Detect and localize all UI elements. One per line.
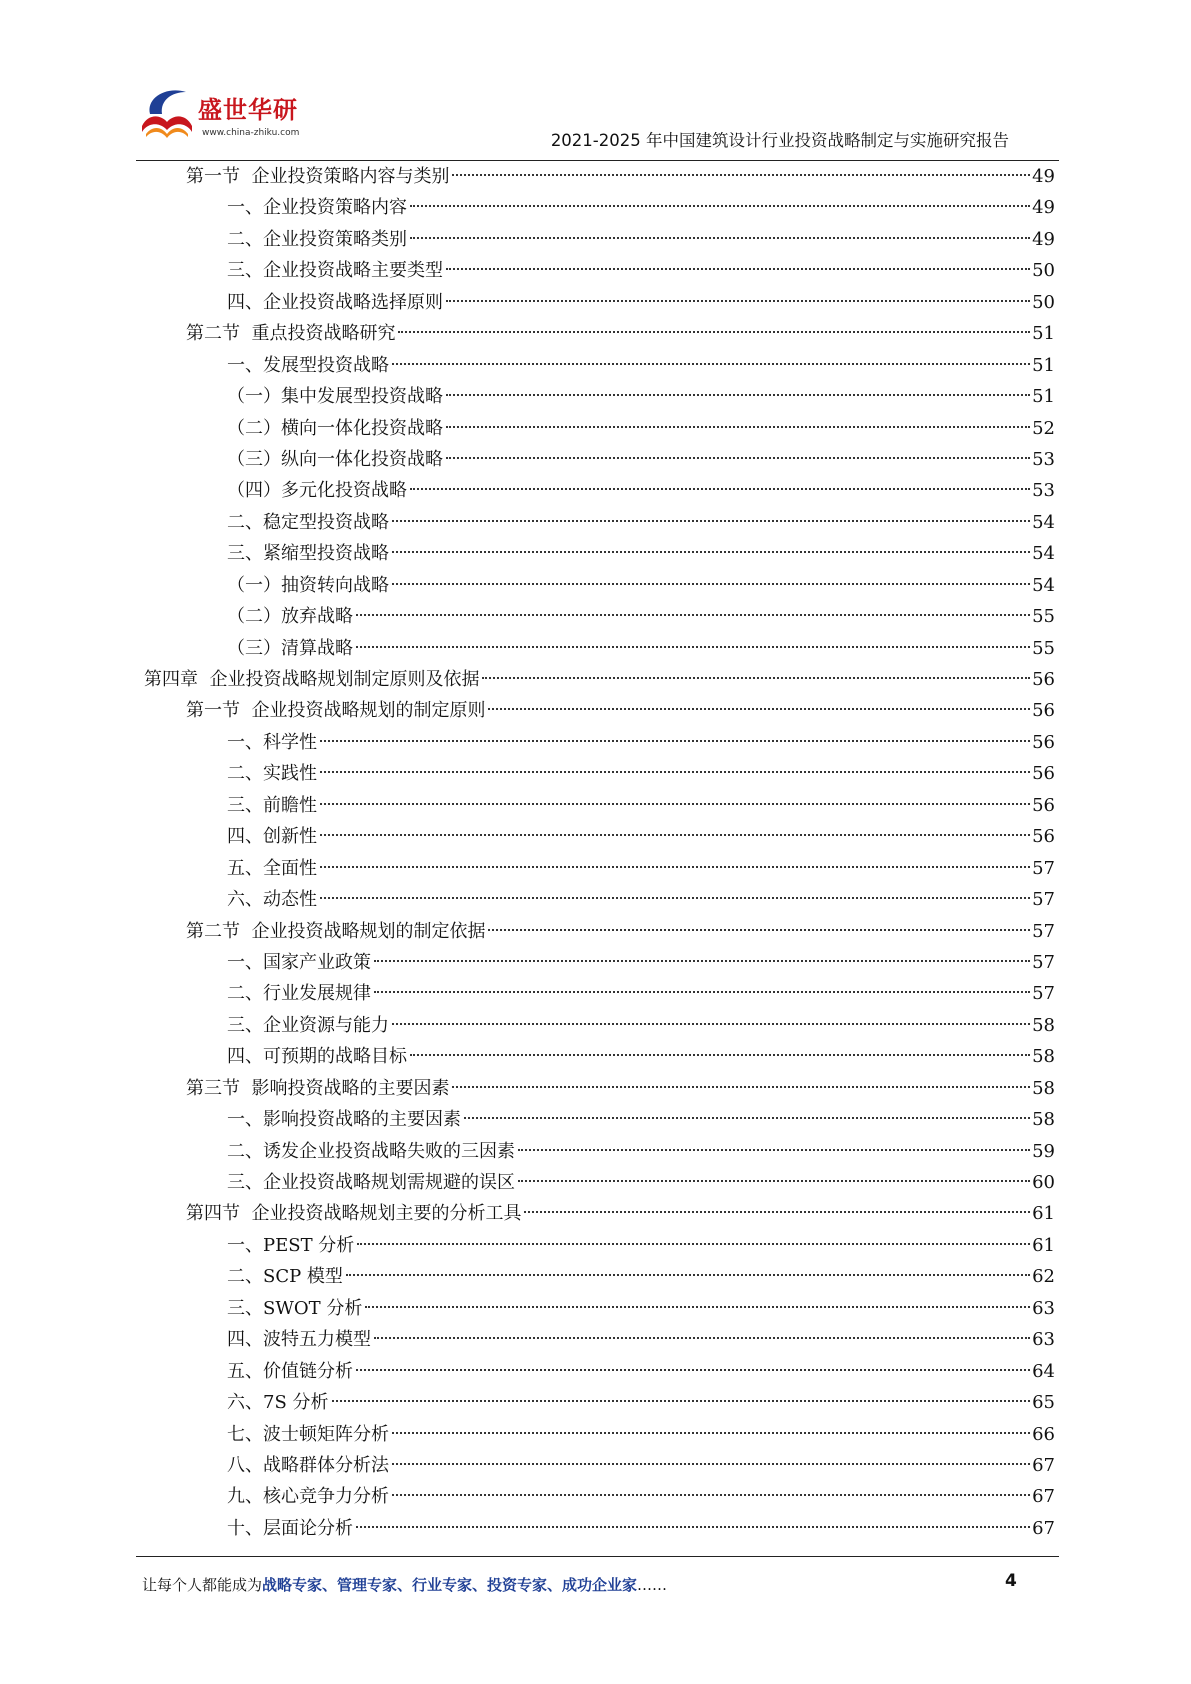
dot-leader bbox=[488, 708, 1030, 710]
toc-entry-page: 64 bbox=[1032, 1360, 1055, 1382]
toc-entry-label: （四）多元化投资战略 bbox=[227, 480, 407, 502]
dot-leader bbox=[392, 520, 1030, 522]
dot-leader bbox=[392, 1023, 1030, 1025]
toc-entry-label: 第一节 企业投资策略内容与类别 bbox=[186, 166, 450, 187]
toc-entry-label: 五、全面性 bbox=[227, 857, 317, 879]
dot-leader bbox=[320, 866, 1030, 868]
toc-entry-page: 56 bbox=[1032, 700, 1055, 722]
toc-entry-label: 第三节 影响投资战略的主要因素 bbox=[186, 1077, 450, 1099]
toc-entry[interactable] bbox=[0, 507, 1191, 538]
toc-entry-label: 二、诱发企业投资战略失败的三因素 bbox=[227, 1140, 515, 1162]
logo-name: 盛世华研 bbox=[198, 96, 298, 124]
dot-leader bbox=[320, 834, 1030, 836]
toc-entry-page: 55 bbox=[1032, 606, 1055, 628]
dot-leader bbox=[446, 426, 1030, 428]
toc-entry-label: 一、PEST 分析 bbox=[227, 1234, 355, 1256]
toc-entry[interactable] bbox=[0, 1230, 1191, 1261]
toc-entry-label: 三、SWOT 分析 bbox=[227, 1297, 363, 1319]
page-number: 4 bbox=[1005, 1571, 1017, 1591]
toc-entry-page: 54 bbox=[1032, 543, 1055, 565]
toc-entry-label: 五、价值链分析 bbox=[227, 1360, 353, 1382]
toc-entry[interactable] bbox=[0, 1513, 1191, 1544]
logo-url: www.china-zhiku.com bbox=[202, 128, 300, 138]
dot-leader bbox=[452, 1086, 1030, 1088]
toc-entry-label: 三、企业投资战略主要类型 bbox=[227, 260, 443, 282]
dot-leader bbox=[357, 1243, 1030, 1245]
dot-leader bbox=[410, 488, 1030, 490]
dot-leader bbox=[452, 174, 1030, 176]
dot-leader bbox=[446, 457, 1030, 459]
toc-entry-page: 52 bbox=[1032, 417, 1055, 439]
toc-entry-label: 第四章 企业投资战略规划制定原则及依据 bbox=[144, 669, 480, 690]
toc-entry-page: 51 bbox=[1032, 323, 1055, 345]
toc-entry-page: 61 bbox=[1032, 1203, 1055, 1225]
dot-leader bbox=[518, 1180, 1030, 1182]
toc-entry-page: 50 bbox=[1032, 291, 1055, 313]
toc-entry-label: 一、企业投资策略内容 bbox=[227, 197, 407, 219]
dot-leader bbox=[332, 1400, 1031, 1402]
dot-leader bbox=[356, 1369, 1030, 1371]
dot-leader bbox=[320, 771, 1030, 773]
toc-entry[interactable] bbox=[0, 1104, 1191, 1135]
toc-entry-label: 九、核心竞争力分析 bbox=[227, 1486, 389, 1508]
toc-entry[interactable] bbox=[0, 1293, 1191, 1324]
toc-entry-page: 63 bbox=[1032, 1329, 1055, 1351]
toc-entry-label: （三）纵向一体化投资战略 bbox=[227, 448, 443, 470]
toc-entry-page: 51 bbox=[1032, 354, 1055, 376]
dot-leader bbox=[320, 897, 1030, 899]
toc-entry-label: 四、创新性 bbox=[227, 826, 317, 848]
toc-entry[interactable] bbox=[0, 916, 1191, 947]
toc-entry-label: 二、稳定型投资战略 bbox=[227, 511, 389, 533]
slogan-highlight: 战略专家、管理专家、行业专家、投资专家、成功企业家 bbox=[262, 1576, 638, 1594]
toc-entry-label: 四、可预期的战略目标 bbox=[227, 1046, 407, 1068]
toc-entry-page: 57 bbox=[1032, 983, 1055, 1005]
toc-entry-page: 50 bbox=[1032, 260, 1055, 282]
toc-entry-label: 四、波特五力模型 bbox=[227, 1329, 371, 1351]
dot-leader bbox=[320, 803, 1030, 805]
toc-entry-label: 一、发展型投资战略 bbox=[227, 354, 389, 376]
toc-entry-label: 二、企业投资策略类别 bbox=[227, 228, 407, 250]
dot-leader bbox=[374, 991, 1030, 993]
slogan-suffix: …… bbox=[637, 1576, 668, 1594]
toc-entry-page: 57 bbox=[1032, 857, 1055, 879]
toc-entry-page: 53 bbox=[1032, 480, 1055, 502]
toc-entry-page: 67 bbox=[1032, 1517, 1055, 1539]
toc-entry[interactable] bbox=[0, 821, 1191, 852]
dot-leader bbox=[410, 205, 1030, 207]
toc-entry-label: 八、战略群体分析法 bbox=[227, 1454, 389, 1476]
toc-entry[interactable] bbox=[0, 444, 1191, 475]
toc-entry-label: 二、SCP 模型 bbox=[227, 1266, 343, 1288]
toc-entry[interactable] bbox=[0, 884, 1191, 915]
toc-entry[interactable] bbox=[0, 1387, 1191, 1418]
toc-entry[interactable] bbox=[0, 1261, 1191, 1292]
toc-entry[interactable] bbox=[0, 695, 1191, 726]
toc-entry[interactable] bbox=[0, 287, 1191, 318]
toc-entry-label: 一、影响投资战略的主要因素 bbox=[227, 1109, 461, 1131]
dot-leader bbox=[392, 583, 1030, 585]
dot-leader bbox=[374, 960, 1030, 962]
toc-entry-label: 六、7S 分析 bbox=[227, 1392, 329, 1414]
toc-entry-page: 51 bbox=[1032, 386, 1055, 408]
dot-leader bbox=[410, 237, 1030, 239]
page-header bbox=[136, 78, 1059, 158]
toc-entry-page: 61 bbox=[1032, 1234, 1055, 1256]
toc-entry[interactable] bbox=[0, 192, 1191, 223]
dot-leader bbox=[374, 1337, 1030, 1339]
dot-leader bbox=[524, 1211, 1030, 1213]
toc-entry[interactable] bbox=[0, 947, 1191, 978]
toc-entry-page: 49 bbox=[1032, 197, 1055, 219]
toc-entry-page: 53 bbox=[1032, 448, 1055, 470]
toc-entry-page: 55 bbox=[1032, 637, 1055, 659]
toc-entry-label: 二、实践性 bbox=[227, 763, 317, 785]
toc-entry[interactable] bbox=[0, 853, 1191, 884]
toc-entry[interactable] bbox=[0, 224, 1191, 255]
toc-entry[interactable] bbox=[0, 318, 1191, 349]
toc-entry[interactable] bbox=[0, 381, 1191, 412]
toc-entry[interactable] bbox=[0, 255, 1191, 286]
dot-leader bbox=[392, 1494, 1030, 1496]
toc-entry-page: 54 bbox=[1032, 511, 1055, 533]
toc-entry-label: 六、动态性 bbox=[227, 889, 317, 911]
toc-entry[interactable] bbox=[0, 475, 1191, 506]
dot-leader bbox=[392, 363, 1030, 365]
toc-entry[interactable] bbox=[0, 1450, 1191, 1481]
dot-leader bbox=[365, 1306, 1030, 1308]
footer-slogan bbox=[142, 1574, 667, 1595]
toc-entry-page: 58 bbox=[1032, 1046, 1055, 1068]
toc-entry[interactable] bbox=[0, 161, 1191, 192]
toc-entry[interactable] bbox=[0, 1419, 1191, 1450]
toc-entry[interactable] bbox=[0, 1073, 1191, 1104]
dot-leader bbox=[446, 394, 1030, 396]
toc-entry-label: 一、科学性 bbox=[227, 731, 317, 753]
toc-entry-page: 49 bbox=[1032, 228, 1055, 250]
toc-entry[interactable] bbox=[0, 758, 1191, 789]
toc-entry-label: （三）清算战略 bbox=[227, 637, 353, 659]
dot-leader bbox=[392, 551, 1030, 553]
toc-entry-label: 十、层面论分析 bbox=[227, 1517, 353, 1539]
dot-leader bbox=[392, 1432, 1030, 1434]
toc-entry[interactable] bbox=[0, 1481, 1191, 1512]
toc-entry-label: 三、企业投资战略规划需规避的误区 bbox=[227, 1172, 515, 1193]
toc-entry[interactable] bbox=[0, 1010, 1191, 1041]
toc-entry-label: 四、企业投资战略选择原则 bbox=[227, 291, 443, 313]
company-logo bbox=[136, 84, 321, 148]
toc-entry-page: 57 bbox=[1032, 920, 1055, 942]
toc-entry-label: 一、国家产业政策 bbox=[227, 951, 371, 973]
toc-entry-label: 七、波士顿矩阵分析 bbox=[227, 1423, 389, 1445]
dot-leader bbox=[356, 1526, 1030, 1528]
toc-entry-label: 三、紧缩型投资战略 bbox=[227, 543, 389, 565]
toc-entry-page: 56 bbox=[1032, 826, 1055, 848]
toc-entry-page: 49 bbox=[1032, 166, 1055, 187]
toc-entry-page: 57 bbox=[1032, 951, 1055, 973]
dot-leader bbox=[356, 614, 1030, 616]
dot-leader bbox=[518, 1149, 1030, 1151]
dot-leader bbox=[320, 740, 1030, 742]
dot-leader bbox=[346, 1274, 1030, 1276]
toc-entry-page: 56 bbox=[1032, 731, 1055, 753]
toc-entry[interactable] bbox=[0, 570, 1191, 601]
toc-entry-page: 60 bbox=[1032, 1172, 1055, 1193]
toc-entry-page: 58 bbox=[1032, 1109, 1055, 1131]
footer-divider bbox=[136, 1556, 1059, 1557]
toc-entry[interactable] bbox=[0, 664, 1191, 695]
toc-entry-page: 56 bbox=[1032, 794, 1055, 816]
toc-entry[interactable] bbox=[0, 790, 1191, 821]
toc-entry[interactable] bbox=[0, 727, 1191, 758]
toc-entry-page: 56 bbox=[1032, 669, 1055, 690]
toc-entry-label: 第二节 重点投资战略研究 bbox=[186, 323, 396, 345]
toc-entry-label: 三、企业资源与能力 bbox=[227, 1014, 389, 1036]
dot-leader bbox=[398, 331, 1030, 333]
toc-entry-page: 56 bbox=[1032, 763, 1055, 785]
toc-entry-label: 二、行业发展规律 bbox=[227, 983, 371, 1005]
toc-entry[interactable] bbox=[0, 1356, 1191, 1387]
toc-entry-label: （一）抽资转向战略 bbox=[227, 574, 389, 596]
report-title: 2021-2025 年中国建筑设计行业投资战略制定与实施研究报告 bbox=[550, 131, 1009, 150]
toc-entry-page: 58 bbox=[1032, 1014, 1055, 1036]
toc-entry-label: 第一节 企业投资战略规划的制定原则 bbox=[186, 700, 486, 722]
toc-entry[interactable] bbox=[0, 1136, 1191, 1167]
toc-entry[interactable] bbox=[0, 350, 1191, 381]
dot-leader bbox=[488, 929, 1030, 931]
dot-leader bbox=[482, 677, 1030, 679]
toc-entry-label: 三、前瞻性 bbox=[227, 794, 317, 816]
toc-entry[interactable] bbox=[0, 413, 1191, 444]
toc-entry-page: 67 bbox=[1032, 1454, 1055, 1476]
slogan-prefix: 让每个人都能成为 bbox=[142, 1576, 263, 1594]
toc-entry-label: 第四节 企业投资战略规划主要的分析工具 bbox=[186, 1203, 522, 1225]
dot-leader bbox=[446, 300, 1030, 302]
toc-entry-page: 62 bbox=[1032, 1266, 1055, 1288]
toc-entry-page: 65 bbox=[1032, 1392, 1055, 1414]
logo-book-swoosh-icon bbox=[136, 84, 198, 146]
dot-leader bbox=[464, 1117, 1030, 1119]
toc-entry-page: 58 bbox=[1032, 1077, 1055, 1099]
toc-entry-page: 59 bbox=[1032, 1140, 1055, 1162]
toc-entry[interactable] bbox=[0, 1041, 1191, 1072]
dot-leader bbox=[446, 268, 1030, 270]
toc-entry-page: 66 bbox=[1032, 1423, 1055, 1445]
toc-entry[interactable] bbox=[0, 633, 1191, 664]
toc-entry-label: 第二节 企业投资战略规划的制定依据 bbox=[186, 920, 486, 942]
toc-entry[interactable] bbox=[0, 601, 1191, 632]
toc-entry[interactable] bbox=[0, 1167, 1191, 1198]
toc-entry[interactable] bbox=[0, 1198, 1191, 1229]
toc-entry-page: 57 bbox=[1032, 889, 1055, 911]
toc-entry-page: 67 bbox=[1032, 1486, 1055, 1508]
toc-entry-label: （一）集中发展型投资战略 bbox=[227, 386, 443, 408]
toc-entry[interactable] bbox=[0, 538, 1191, 569]
dot-leader bbox=[392, 1463, 1030, 1465]
toc-entry-page: 54 bbox=[1032, 574, 1055, 596]
table-of-contents bbox=[0, 161, 1191, 1544]
toc-entry[interactable] bbox=[0, 1324, 1191, 1355]
toc-entry-label: （二）横向一体化投资战略 bbox=[227, 417, 443, 439]
toc-entry[interactable] bbox=[0, 978, 1191, 1009]
toc-entry-page: 63 bbox=[1032, 1297, 1055, 1319]
toc-entry-label: （二）放弃战略 bbox=[227, 606, 353, 628]
dot-leader bbox=[410, 1054, 1030, 1056]
dot-leader bbox=[356, 646, 1030, 648]
